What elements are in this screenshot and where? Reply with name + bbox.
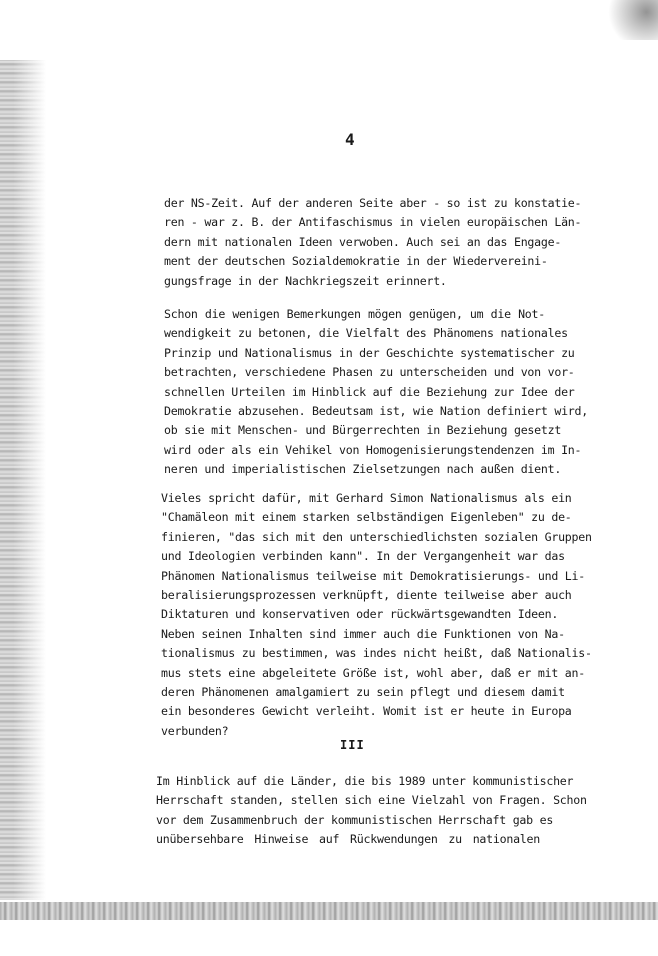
text-line: deren Phänomenen amalgamiert zu sein pflegt und diesem damit [161,685,565,700]
text-line: unübersehbare Hinweise auf Rückwendungen zu nationalen [156,832,540,847]
text-line: tionalismus zu bestimmen, was indes nicht heißt, daß Nationalis- [161,646,592,661]
text-line: wird oder als ein Vehikel von Homogenisierungstendenzen im In- [164,442,582,457]
text-line: "Chamäleon mit einem starken selbständigen Eigenleben" zu de- [161,510,572,525]
page-number: 4 [345,130,355,149]
text-line: Schon die wenigen Bemerkungen mögen genügen, um die Not- [164,307,545,321]
scan-edge-left [0,60,46,900]
paragraph-4 [156,772,587,850]
text-line: schnellen Urteilen im Hinblick auf die Beziehung zur Idee der [164,384,575,399]
text-line: mus stets eine abgeleitete Größe ist, wohl aber, daß er mit an- [161,665,585,680]
text-line: Vieles spricht dafür, mit Gerhard Simon Nationalismus als ein [161,491,572,505]
text-line: dern mit nationalen Ideen verwoben. Auch sei an das Engage- [164,234,562,249]
text-line: Demokratie abzusehen. Bedeutsam ist, wie Nation definiert wird, [164,404,588,419]
text-line: wendigkeit zu betonen, die Vielfalt des Phänomens nationales [164,326,568,341]
text-line: neren und imperialistischen Zielsetzungen nach außen dient. [164,462,562,477]
section-heading: III [340,738,365,752]
text-line: beralisierungsprozessen verknüpft, diente teilweise aber auch [161,588,572,603]
text-line: betrachten, verschiedene Phasen zu unterscheiden und von vor- [164,365,575,380]
text-line: verbunden? [161,723,229,738]
text-line: ein besonderes Gewicht verleiht. Womit ist er heute in Europa [161,704,572,719]
text-line: gungsfrage in der Nachkriegszeit erinnert. [164,273,447,288]
text-line: ob sie mit Menschen- und Bürgerrechten in Beziehung gesetzt [164,423,562,438]
text-line: ment der deutschen Sozialdemokratie in der Wiedervereini- [164,254,548,269]
text-line: Neben seinen Inhalten sind immer auch die Funktionen von Na- [161,626,565,641]
text-line: finieren, "das sich mit den unterschiedlichsten sozialen Gruppen [161,529,592,544]
text-line: Diktaturen und konservativen oder rückwärtsgewandten Ideen. [161,607,559,622]
text-line: Prinzip und Nationalismus in der Geschichte systematischer zu [164,345,575,360]
scan-edge-bottom [0,902,658,920]
paragraph-1 [164,194,582,291]
paragraph-3 [161,489,592,741]
scan-corner-mark [600,0,658,40]
text-line: Herrschaft standen, stellen sich eine Vielzahl von Fragen. Schon [156,793,587,808]
text-line: Im Hinblick auf die Länder, die bis 1989 unter kommunistischer [156,774,574,788]
text-line: der NS-Zeit. Auf der anderen Seite aber - so ist zu konstatie- [164,196,582,210]
text-line: vor dem Zusammenbruch der kommunistischen Herrschaft gab es [156,812,554,827]
text-line: und Ideologien verbinden kann". In der Vergangenheit war das [161,549,565,564]
text-line: Phänomen Nationalismus teilweise mit Demokratisierungs- und Li- [161,568,585,583]
text-line: ren - war z. B. der Antifaschismus in vielen europäischen Län- [164,215,582,230]
paragraph-2 [164,305,588,480]
